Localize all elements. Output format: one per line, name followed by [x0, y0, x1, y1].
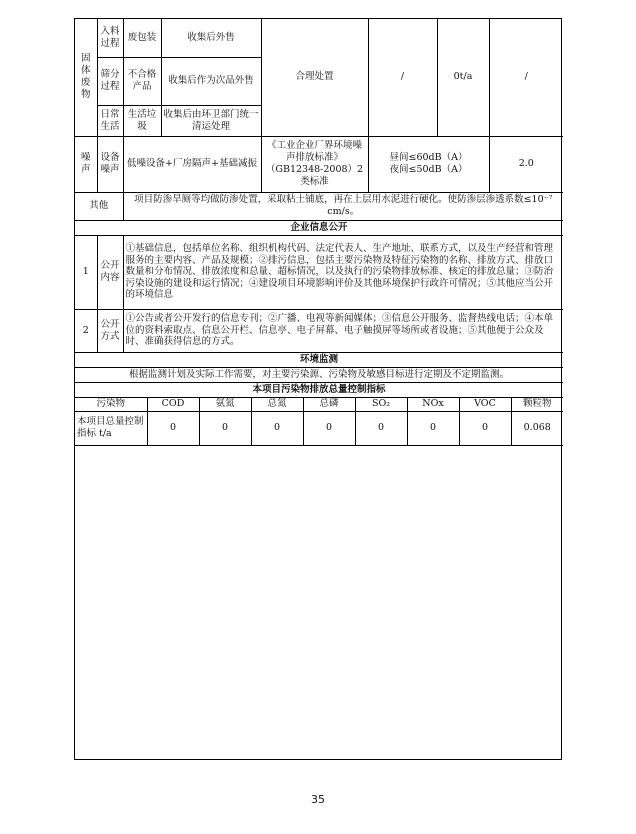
control-table [75, 397, 563, 446]
control-value: 0.068 [511, 411, 563, 445]
waste-type: 生活垃圾 [123, 105, 161, 136]
control-value: 0 [459, 411, 511, 445]
waste-process: 日常生活 [97, 105, 123, 136]
control-header: 总磷 [303, 397, 355, 412]
control-value: 0 [303, 411, 355, 445]
noise-limit-night: 夜间≤50dB（A） [389, 164, 468, 175]
disclosure-text: ①基础信息，包括单位名称、组织机构代码、法定代表人、生产地址、联系方式，以及生产经营和管理服务的主要内容、产品及规模；②排污信息，包括主要污染物及特征污染物的名称、排放方式、排放口数量和分布情况、排放浓度和总量、超标情况，以及执行的污染物排放标准、核定的排放总量；③防治污染设施的建设和运行情况；④建设项目环境影响评价及其他环境保护行政许可情况；⑤其他应当公开的环境信息 [123, 235, 563, 309]
waste-measure: 收集后由环卫部门统一清运处理 [161, 105, 261, 136]
disclosure-no: 2 [75, 309, 97, 352]
control-header: VOC [459, 397, 511, 412]
control-value: 0 [251, 411, 303, 445]
control-title: 本项目污染物排放总量控制指标 [75, 382, 563, 397]
control-header: SO₂ [355, 397, 407, 412]
control-header: 污染物 [75, 397, 147, 412]
disclosure-label: 公开内容 [97, 235, 123, 309]
noise-limit-day: 昼间≤60dB（A） [389, 152, 468, 163]
control-header: 氨氮 [199, 397, 251, 412]
waste-measure: 收集后外售 [161, 19, 261, 57]
page-number: 35 [311, 793, 325, 806]
disclosure-no: 1 [75, 235, 97, 309]
environment-table [75, 19, 563, 398]
waste-category: 固体废物 [75, 19, 97, 136]
disclosure-text: ①公告或者公开发行的信息专刊；②广播、电视等新闻媒体；③信息公开服务、监督热线电话；④本单位的资料索取点、信息公开栏、信息亭、电子屏幕、电子触摸屏等场所或者设施；⑤其他便于公众及时、准确获得信息的方式。 [123, 309, 563, 352]
control-row-label: 本项目总量控制指标 t/a [75, 411, 147, 445]
table-frame [74, 18, 562, 760]
control-header: 颗粒物 [511, 397, 563, 412]
noise-standard: 《工业企业厂界环境噪声排放标准》（GB12348-2008）2 类标准 [261, 136, 368, 192]
other-text: 项目防渗旱厕等均做防渗处置，采取粘土铺底，再在上层用水泥进行硬化。使防渗层渗透系数≤10⁻⁷ cm/s。 [123, 192, 563, 220]
waste-process: 入料过程 [97, 19, 123, 57]
waste-type: 不合格产品 [123, 57, 161, 105]
control-header-row [75, 397, 563, 412]
control-value: 0 [407, 411, 459, 445]
waste-limit: / [368, 19, 437, 136]
waste-measure: 收集后作为次品外售 [161, 57, 261, 105]
disclosure-label: 公开方式 [97, 309, 123, 352]
control-value: 0 [147, 411, 199, 445]
noise-category: 噪声 [75, 136, 97, 192]
waste-standard: 合理处置 [261, 19, 368, 136]
waste-extra: / [489, 19, 563, 136]
noise-limits [368, 136, 489, 192]
disclosure-title: 企业信息公开 [75, 220, 563, 235]
waste-process: 筛分过程 [97, 57, 123, 105]
other-label: 其他 [75, 192, 123, 220]
waste-type: 废包装 [123, 19, 161, 57]
control-header: NOx [407, 397, 459, 412]
noise-value: 2.0 [489, 136, 563, 192]
control-value: 0 [199, 411, 251, 445]
control-value: 0 [355, 411, 407, 445]
noise-measure: 低噪设备+厂房隔声+基础减振 [123, 136, 261, 192]
control-value-row [75, 411, 563, 445]
control-header: COD [147, 397, 199, 412]
monitoring-text: 根据监测计划及实际工作需要，对主要污染源、污染物及敏感目标进行定期及不定期监测。 [75, 367, 563, 382]
waste-amount: 0t/a [437, 19, 489, 136]
monitoring-title: 环境监测 [75, 352, 563, 367]
noise-source: 设备噪声 [97, 136, 123, 192]
control-header: 总氮 [251, 397, 303, 412]
